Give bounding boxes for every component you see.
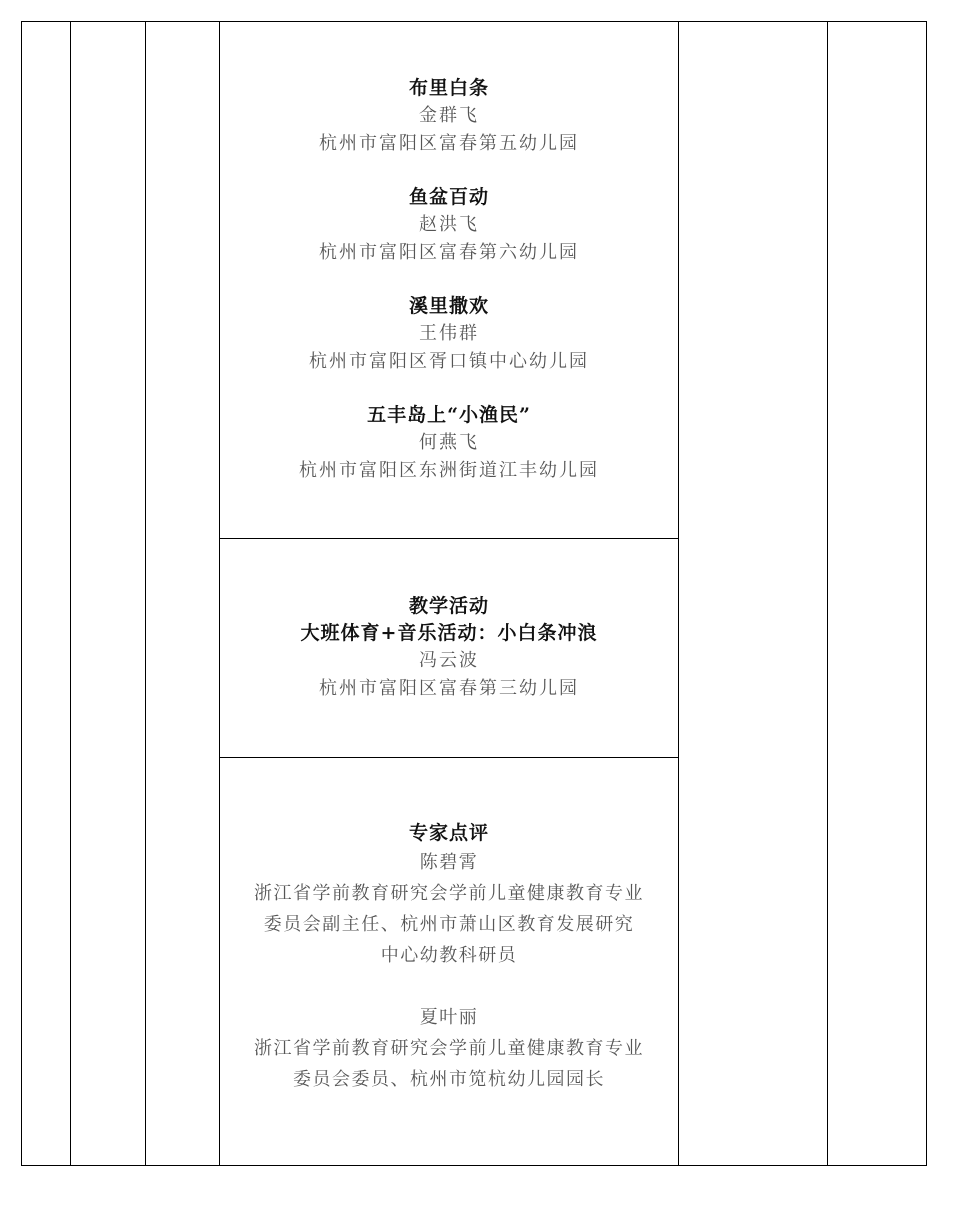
section-heading: 教学活动 [408,595,489,617]
presenter-name: 冯云波 [419,650,479,671]
activity-title: 布里白条 [408,77,489,99]
presenter-org: 杭州市富阳区富春第六幼儿园 [319,242,579,263]
expert-bio-line: 浙江省学前教育研究会学前儿童健康教育专业 [254,883,644,904]
presenter-org: 杭州市富阳区富春第五幼儿园 [319,133,579,154]
section-heading: 专家点评 [408,822,489,844]
column-border-5 [678,21,679,1166]
activity-entry [220,75,678,158]
presenter-name: 金群飞 [419,105,479,126]
expert-bio-line: 委员会委员、杭州市笕杭幼儿园园长 [293,1069,605,1090]
expert-bio-line: 中心幼教科研员 [380,945,518,966]
column-border-7 [926,21,927,1166]
teaching-activity-cell [220,593,678,703]
expert-name: 夏叶丽 [419,1007,479,1028]
row-divider-1 [219,538,679,539]
presenter-name: 王伟群 [419,323,479,344]
presenter-org: 杭州市富阳区胥口镇中心幼儿园 [309,351,589,372]
presenter-name: 何燕飞 [419,432,479,453]
column-border-3 [145,21,146,1166]
activity-entry [220,402,678,485]
table-top-border [21,21,927,22]
activity-title: 五丰岛上“小渔民” [367,404,531,426]
activity-entry [220,184,678,267]
column-border-1 [21,21,22,1166]
activity-list-cell [220,75,678,485]
expert-review-cell [220,820,678,1095]
expert-name: 陈碧霄 [419,852,479,873]
expert-bio-line: 委员会副主任、杭州市萧山区教育发展研究 [263,914,635,935]
activity-title: 大班体育+音乐活动：小白条冲浪 [300,622,598,644]
presenter-org: 杭州市富阳区富春第三幼儿园 [319,678,579,699]
activity-entry [220,293,678,376]
expert-bio-line: 浙江省学前教育研究会学前儿童健康教育专业 [254,1038,644,1059]
table-bottom-border [21,1165,927,1166]
column-border-2 [70,21,71,1166]
activity-title: 鱼盆百动 [408,186,489,208]
expert-entry [220,1002,678,1095]
column-border-6 [827,21,828,1166]
presenter-name: 赵洪飞 [419,214,479,235]
activity-title: 溪里撒欢 [408,295,489,317]
expert-entry [220,847,678,971]
row-divider-2 [219,757,679,758]
presenter-org: 杭州市富阳区东洲街道江丰幼儿园 [299,460,599,481]
